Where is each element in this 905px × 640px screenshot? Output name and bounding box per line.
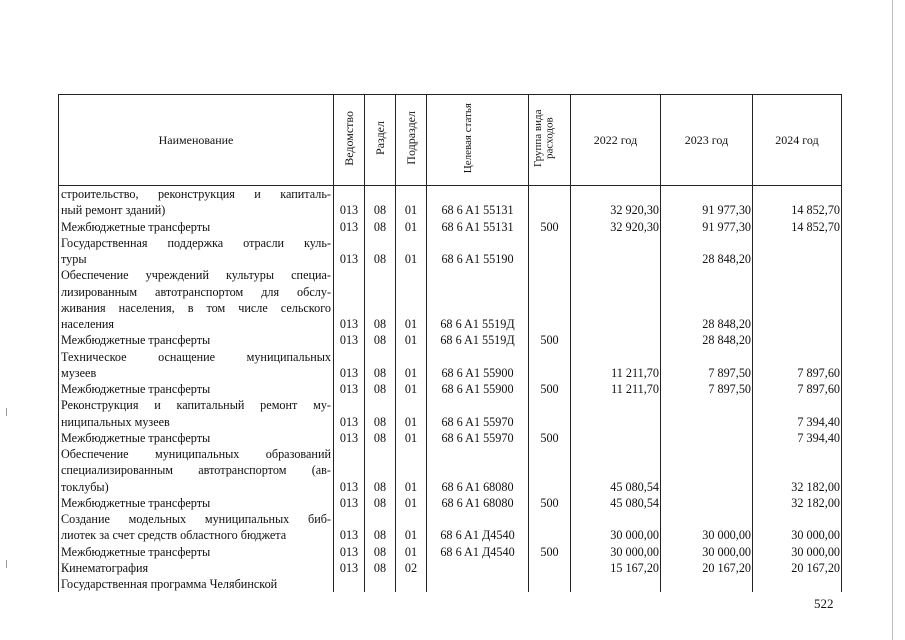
row-name: живания населения, в том числе сельского [59, 300, 334, 316]
row-name: Реконструкция и капитальный ремонт му- [59, 397, 334, 413]
target-item-code: 68 6 A1 68080 [427, 479, 529, 495]
section-code: 08 [365, 479, 396, 495]
scan-mark [6, 408, 7, 416]
row-name: токлубы) [59, 479, 334, 495]
target-item-code: 68 6 A1 55900 [427, 365, 529, 381]
amount-2023: 30 000,00 [661, 544, 753, 560]
subsection-code: 01 [396, 332, 427, 348]
section-code [365, 446, 396, 462]
subsection-code: 01 [396, 527, 427, 543]
amount-2023 [661, 235, 753, 251]
target-item-code: 68 6 A1 55970 [427, 414, 529, 430]
target-item-code [427, 349, 529, 365]
amount-2024: 32 182,00 [753, 495, 842, 511]
expense-group-code [529, 462, 571, 478]
section-code: 08 [365, 560, 396, 576]
section-code: 08 [365, 365, 396, 381]
ministry-code [334, 300, 365, 316]
amount-2023 [661, 414, 753, 430]
target-item-code [427, 267, 529, 283]
amount-2024: 7 897,60 [753, 381, 842, 397]
scan-edge-line [892, 0, 893, 640]
row-name: Государственная поддержка отрасли куль- [59, 235, 334, 251]
page-number: 522 [814, 596, 834, 611]
amount-2024 [753, 235, 842, 251]
amount-2023 [661, 495, 753, 511]
subsection-code [396, 397, 427, 413]
section-code: 08 [365, 414, 396, 430]
amount-2023 [661, 446, 753, 462]
target-item-code [427, 511, 529, 527]
amount-2023 [661, 479, 753, 495]
header-2023: 2023 год [661, 95, 753, 186]
expense-group-code [529, 251, 571, 267]
subsection-code [396, 349, 427, 365]
expense-group-code [529, 560, 571, 576]
amount-2024 [753, 462, 842, 478]
ministry-code: 013 [334, 560, 365, 576]
amount-2024: 30 000,00 [753, 544, 842, 560]
header-target-item: Целевая статья [427, 95, 529, 186]
amount-2022: 32 920,30 [571, 202, 661, 218]
amount-2023 [661, 186, 753, 203]
amount-2024: 32 182,00 [753, 479, 842, 495]
section-code [365, 397, 396, 413]
header-section: Раздел [365, 95, 396, 186]
table-row [59, 300, 842, 316]
amount-2024: 30 000,00 [753, 527, 842, 543]
row-name: Межбюджетные трансферты [59, 544, 334, 560]
row-name: Кинематография [59, 560, 334, 576]
table-row [59, 186, 842, 203]
target-item-code [427, 300, 529, 316]
subsection-code: 01 [396, 316, 427, 332]
amount-2024 [753, 349, 842, 365]
row-name: Межбюджетные трансферты [59, 219, 334, 235]
expense-group-code [529, 576, 571, 592]
expense-group-code: 500 [529, 219, 571, 235]
amount-2024: 7 897,60 [753, 365, 842, 381]
amount-2022 [571, 446, 661, 462]
expense-group-code [529, 446, 571, 462]
expense-group-code [529, 479, 571, 495]
amount-2022: 45 080,54 [571, 479, 661, 495]
amount-2022 [571, 284, 661, 300]
table-row [59, 446, 842, 462]
ministry-code: 013 [334, 316, 365, 332]
row-name: Межбюджетные трансферты [59, 430, 334, 446]
subsection-code: 02 [396, 560, 427, 576]
expense-group-code [529, 414, 571, 430]
subsection-code: 01 [396, 430, 427, 446]
section-code [365, 462, 396, 478]
amount-2023: 91 977,30 [661, 202, 753, 218]
amount-2022 [571, 251, 661, 267]
ministry-code [334, 267, 365, 283]
ministry-code [334, 284, 365, 300]
amount-2022: 30 000,00 [571, 527, 661, 543]
row-name: Обеспечение учреждений культуры специа- [59, 267, 334, 283]
target-item-code: 68 6 A1 5519Д [427, 316, 529, 332]
amount-2022 [571, 462, 661, 478]
amount-2024: 14 852,70 [753, 219, 842, 235]
target-item-code: 68 6 A1 55131 [427, 219, 529, 235]
header-expense-group: Группа вида расходов [529, 95, 571, 186]
amount-2023: 30 000,00 [661, 527, 753, 543]
expense-group-code [529, 202, 571, 218]
row-name: Техническое оснащение муниципальных [59, 349, 334, 365]
table-header [59, 95, 842, 186]
header-subsection: Подраздел [396, 95, 427, 186]
header-name: Наименование [59, 95, 334, 186]
table-row [59, 479, 842, 495]
amount-2022: 15 167,20 [571, 560, 661, 576]
row-name: Межбюджетные трансферты [59, 332, 334, 348]
target-item-code [427, 462, 529, 478]
table-body [59, 186, 842, 593]
subsection-code: 01 [396, 495, 427, 511]
ministry-code: 013 [334, 332, 365, 348]
table-row [59, 511, 842, 527]
table-row [59, 284, 842, 300]
target-item-code: 68 6 A1 5519Д [427, 332, 529, 348]
target-item-code [427, 284, 529, 300]
amount-2024 [753, 316, 842, 332]
section-code: 08 [365, 381, 396, 397]
amount-2022: 11 211,70 [571, 365, 661, 381]
amount-2024: 20 167,20 [753, 560, 842, 576]
amount-2022 [571, 576, 661, 592]
amount-2023: 28 848,20 [661, 251, 753, 267]
ministry-code [334, 462, 365, 478]
section-code: 08 [365, 316, 396, 332]
table-row [59, 430, 842, 446]
expense-group-code [529, 235, 571, 251]
target-item-code [427, 235, 529, 251]
ministry-code [334, 349, 365, 365]
expense-group-code [529, 284, 571, 300]
amount-2024 [753, 511, 842, 527]
ministry-code [334, 397, 365, 413]
ministry-code: 013 [334, 414, 365, 430]
row-name: Обеспечение муниципальных образований [59, 446, 334, 462]
table-row [59, 495, 842, 511]
amount-2022 [571, 267, 661, 283]
section-code [365, 349, 396, 365]
target-item-code: 68 6 A1 Д4540 [427, 527, 529, 543]
amount-2024: 14 852,70 [753, 202, 842, 218]
amount-2022 [571, 186, 661, 203]
amount-2023 [661, 284, 753, 300]
table-row [59, 251, 842, 267]
table-row [59, 560, 842, 576]
header-2022: 2022 год [571, 95, 661, 186]
row-name: музеев [59, 365, 334, 381]
amount-2024 [753, 332, 842, 348]
ministry-code [334, 511, 365, 527]
ministry-code [334, 576, 365, 592]
amount-2022 [571, 430, 661, 446]
row-name: лиотек за счет средств областного бюджета [59, 527, 334, 543]
amount-2023 [661, 576, 753, 592]
table-row [59, 219, 842, 235]
row-name: ный ремонт зданий) [59, 202, 334, 218]
row-name: населения [59, 316, 334, 332]
section-code: 08 [365, 495, 396, 511]
subsection-code [396, 446, 427, 462]
table-row [59, 365, 842, 381]
section-code [365, 235, 396, 251]
row-name: Создание модельных муниципальных биб- [59, 511, 334, 527]
ministry-code: 013 [334, 202, 365, 218]
expense-group-code [529, 316, 571, 332]
expense-group-code: 500 [529, 544, 571, 560]
row-name: Межбюджетные трансферты [59, 381, 334, 397]
expense-group-code: 500 [529, 495, 571, 511]
subsection-code [396, 186, 427, 203]
table-row [59, 267, 842, 283]
ministry-code [334, 446, 365, 462]
table-row [59, 462, 842, 478]
subsection-code: 01 [396, 544, 427, 560]
ministry-code: 013 [334, 544, 365, 560]
ministry-code: 013 [334, 365, 365, 381]
target-item-code [427, 560, 529, 576]
amount-2024 [753, 267, 842, 283]
ministry-code: 013 [334, 527, 365, 543]
subsection-code [396, 576, 427, 592]
amount-2022: 11 211,70 [571, 381, 661, 397]
amount-2023: 28 848,20 [661, 332, 753, 348]
section-code [365, 576, 396, 592]
row-name: лизированным автотранспортом для обслу- [59, 284, 334, 300]
amount-2023: 7 897,50 [661, 365, 753, 381]
subsection-code: 01 [396, 365, 427, 381]
table-row [59, 414, 842, 430]
amount-2023 [661, 267, 753, 283]
target-item-code [427, 397, 529, 413]
section-code: 08 [365, 527, 396, 543]
subsection-code: 01 [396, 202, 427, 218]
expense-group-code [529, 511, 571, 527]
target-item-code: 68 6 A1 55970 [427, 430, 529, 446]
amount-2023 [661, 397, 753, 413]
ministry-code: 013 [334, 479, 365, 495]
amount-2022 [571, 397, 661, 413]
subsection-code [396, 462, 427, 478]
row-name: туры [59, 251, 334, 267]
amount-2022 [571, 414, 661, 430]
ministry-code: 013 [334, 219, 365, 235]
section-code: 08 [365, 430, 396, 446]
subsection-code: 01 [396, 251, 427, 267]
expense-group-code: 500 [529, 430, 571, 446]
table-row [59, 397, 842, 413]
section-code: 08 [365, 332, 396, 348]
table-row [59, 527, 842, 543]
amount-2023: 91 977,30 [661, 219, 753, 235]
target-item-code: 68 6 A1 55190 [427, 251, 529, 267]
subsection-code: 01 [396, 219, 427, 235]
amount-2022: 45 080,54 [571, 495, 661, 511]
row-name: Межбюджетные трансферты [59, 495, 334, 511]
row-name: ниципальных музеев [59, 414, 334, 430]
expense-group-code: 500 [529, 381, 571, 397]
table-row [59, 576, 842, 592]
section-code [365, 186, 396, 203]
subsection-code: 01 [396, 381, 427, 397]
section-code [365, 300, 396, 316]
amount-2022 [571, 349, 661, 365]
target-item-code: 68 6 A1 55131 [427, 202, 529, 218]
amount-2024: 7 394,40 [753, 430, 842, 446]
expense-group-code [529, 186, 571, 203]
target-item-code [427, 446, 529, 462]
table-row [59, 202, 842, 218]
budget-table [58, 94, 842, 592]
row-name: строительство, реконструкция и капиталь- [59, 186, 334, 203]
section-code [365, 267, 396, 283]
amount-2024 [753, 576, 842, 592]
amount-2024 [753, 284, 842, 300]
table-row [59, 544, 842, 560]
target-item-code [427, 186, 529, 203]
expense-group-code: 500 [529, 332, 571, 348]
amount-2023 [661, 462, 753, 478]
table-row [59, 349, 842, 365]
subsection-code [396, 267, 427, 283]
target-item-code: 68 6 A1 68080 [427, 495, 529, 511]
amount-2024 [753, 251, 842, 267]
amount-2022 [571, 316, 661, 332]
subsection-code [396, 284, 427, 300]
amount-2024 [753, 186, 842, 203]
amount-2023 [661, 300, 753, 316]
target-item-code: 68 6 A1 55900 [427, 381, 529, 397]
row-name: специализированным автотранспортом (ав- [59, 462, 334, 478]
amount-2024 [753, 300, 842, 316]
expense-group-code [529, 527, 571, 543]
expense-group-code [529, 365, 571, 381]
table-row [59, 316, 842, 332]
scan-mark [6, 560, 7, 568]
subsection-code [396, 300, 427, 316]
target-item-code: 68 6 A1 Д4540 [427, 544, 529, 560]
subsection-code [396, 235, 427, 251]
amount-2024: 7 394,40 [753, 414, 842, 430]
header-ministry: Ведомство [334, 95, 365, 186]
section-code: 08 [365, 544, 396, 560]
amount-2022 [571, 300, 661, 316]
section-code: 08 [365, 219, 396, 235]
subsection-code [396, 511, 427, 527]
amount-2023: 7 897,50 [661, 381, 753, 397]
subsection-code: 01 [396, 479, 427, 495]
amount-2022 [571, 332, 661, 348]
amount-2023 [661, 511, 753, 527]
ministry-code: 013 [334, 381, 365, 397]
ministry-code: 013 [334, 251, 365, 267]
amount-2024 [753, 397, 842, 413]
expense-group-code [529, 267, 571, 283]
ministry-code [334, 186, 365, 203]
amount-2024 [753, 446, 842, 462]
section-code: 08 [365, 251, 396, 267]
row-name: Государственная программа Челябинской [59, 576, 334, 592]
amount-2023: 28 848,20 [661, 316, 753, 332]
amount-2023 [661, 349, 753, 365]
expense-group-code [529, 300, 571, 316]
amount-2023: 20 167,20 [661, 560, 753, 576]
section-code: 08 [365, 202, 396, 218]
ministry-code [334, 235, 365, 251]
amount-2022 [571, 511, 661, 527]
table-row [59, 332, 842, 348]
ministry-code: 013 [334, 430, 365, 446]
amount-2022: 30 000,00 [571, 544, 661, 560]
amount-2022 [571, 235, 661, 251]
subsection-code: 01 [396, 414, 427, 430]
ministry-code: 013 [334, 495, 365, 511]
table-row [59, 235, 842, 251]
section-code [365, 284, 396, 300]
expense-group-code [529, 397, 571, 413]
target-item-code [427, 576, 529, 592]
header-2024: 2024 год [753, 95, 842, 186]
amount-2022: 32 920,30 [571, 219, 661, 235]
expense-group-code [529, 349, 571, 365]
amount-2023 [661, 430, 753, 446]
table-row [59, 381, 842, 397]
section-code [365, 511, 396, 527]
